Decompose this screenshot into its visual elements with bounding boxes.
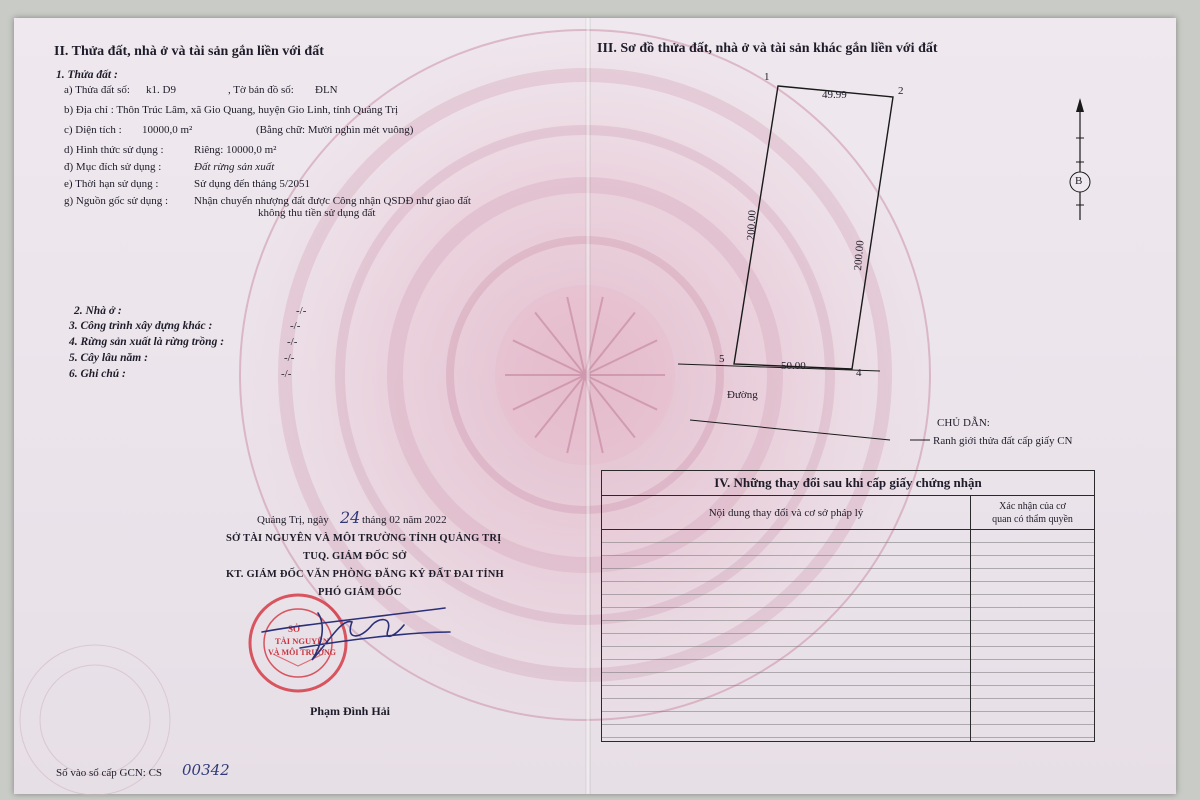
right-length: 200.00 [852,239,867,272]
col-confirm-line2: quan có thẩm quyền [992,513,1073,525]
origin-value-1: Nhận chuyển nhượng đất được Công nhận QSDĐ như giao đất [194,195,471,207]
stamp-text-1: SỞ [288,624,301,634]
term-label: e) Thời hạn sử dụng : [64,178,159,190]
date-prefix: Quảng Trị, ngày [257,514,329,526]
section2-title: II. Thửa đất, nhà ở và tài sản gắn liền với đất [54,44,324,59]
section4-title: IV. Những thay đổi sau khi cấp giấy chứng nhận [602,471,1095,496]
point-1: 1 [764,71,770,83]
left-length: 200.00 [745,209,759,241]
signer-name: Phạm Đình Hải [310,704,391,718]
col-confirm-header [971,496,1095,530]
purpose-value: Đất rừng sản xuất [194,161,275,173]
construction-value: -/- [290,320,301,332]
forest-value: -/- [287,336,298,348]
legend-title: CHỦ DẪN: [937,417,990,429]
date-day: 24 [340,508,361,527]
map-sheet-label: , Tờ bản đồ số: [228,84,294,96]
top-length: 49.99 [822,89,847,101]
parcel-label: a) Thửa đất số: [64,84,130,96]
house-value: -/- [296,305,307,317]
confirm-cell [971,530,1095,742]
org-name: SỞ TÀI NGUYÊN VÀ MÔI TRƯỜNG TỈNH QUẢNG TRỊ [226,533,502,544]
land-heading: 1. Thửa đất : [56,69,118,81]
section3-title: III. Sơ đồ thửa đất, nhà ở và tài sản khác gắn liền với đất [597,41,938,56]
purpose-label: đ) Mục đích sử dụng : [64,161,162,173]
term-value: Sử dụng đến tháng 5/2051 [194,178,310,190]
origin-label: g) Nguồn gốc sử dụng : [64,195,169,207]
col-content-header: Nội dung thay đổi và cơ sở pháp lý [602,496,971,530]
point-4: 4 [856,367,862,379]
origin-value-2: không thu tiền sử dụng đất [258,207,376,219]
date-suffix: tháng 02 năm 2022 [362,514,447,526]
col-confirm-line1: Xác nhận của cơ [999,500,1066,512]
map-sheet-value: ĐLN [315,84,338,96]
area-words: (Bằng chữ: Mười nghìn mét vuông) [256,124,414,136]
forest-label: 4. Rừng sản xuất là rừng trồng : [69,336,225,348]
address: b) Địa chỉ : Thôn Trúc Lâm, xã Gio Quang, huyện Gio Linh, tỉnh Quảng Trị [64,104,399,116]
construction-label: 3. Công trình xây dựng khác : [69,320,213,332]
bottom-length: 50.00 [781,360,806,372]
position-line: PHÓ GIÁM ĐỐC [318,587,402,598]
content-cell [602,530,971,742]
point-2: 2 [898,85,904,97]
stamp-text-3: VÀ MÔI TRƯỜNG [268,648,336,657]
point-5: 5 [719,353,725,365]
notes-value: -/- [281,368,292,380]
area-label: c) Diện tích : [64,124,122,136]
perennial-label: 5. Cây lâu năm : [69,352,148,364]
legend-item: Ranh giới thửa đất cấp giấy CN [933,435,1073,447]
house-label: 2. Nhà ở : [74,305,122,317]
north-letter: B [1075,175,1083,187]
use-form-value: Riêng: 10000,0 m² [194,144,277,156]
registry-label: Số vào sổ cấp GCN: CS [56,767,163,779]
area-value: 10000,0 m² [142,124,193,136]
authority-line: TUQ. GIÁM ĐỐC SỞ [303,551,407,562]
use-form-label: d) Hình thức sử dụng : [64,144,164,156]
stamp-text-2: TÀI NGUYÊN [275,636,330,646]
registry-value: 00342 [182,761,230,779]
road-label: Đường [727,389,758,401]
changes-table [601,470,1095,742]
notes-label: 6. Ghi chú : [69,368,126,380]
parcel-value: k1. D9 [146,84,176,96]
office-line: KT. GIÁM ĐỐC VĂN PHÒNG ĐĂNG KÝ ĐẤT ĐAI TỈNH [226,569,504,580]
perennial-value: -/- [284,352,295,364]
